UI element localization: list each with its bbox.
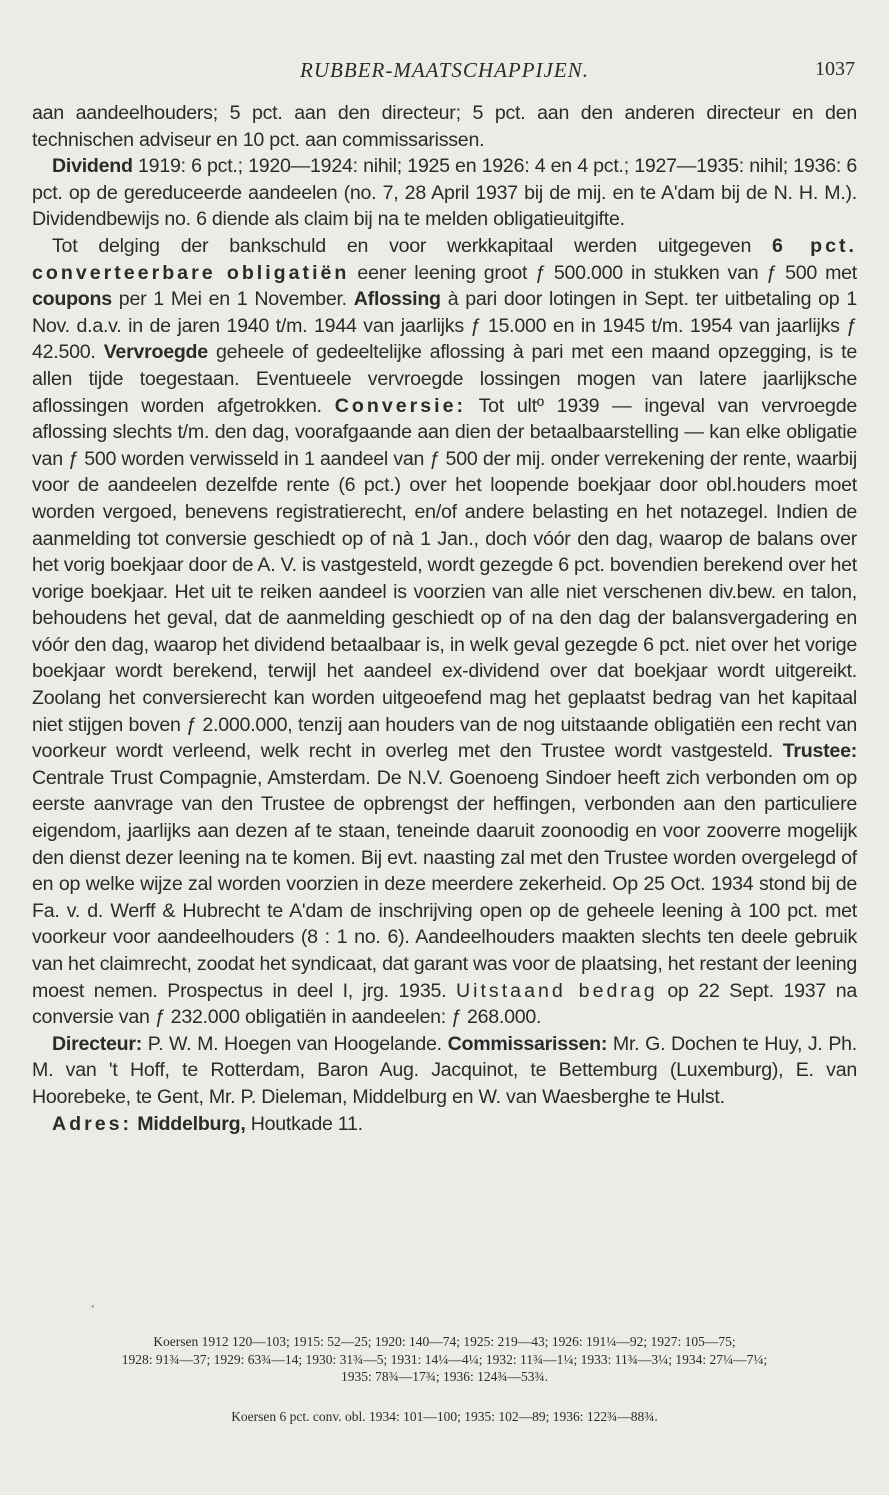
conversie-text: Tot ultº 1939 — ingeval van vervroegde aflossing slechts t/m. den dag, voorafgaande aan dien der betaalbaarstelling — kan elke obligatie van ƒ 500 worden verwisseld in 1 aandeel van ƒ 500 der mij. onder verrekening der rente, waarbij voor de aandeelen dezelfde rente (6 pct.) over het loopende boekjaar door obl.houders moet worden vergoed, benevens registratierecht, en/of andere belasting en het notazegel. Indien de aanmelding tot conversie geschiedt op of nà 1 Jan., doch vóór den dag, waarop de balans over het vorig boekjaar door de A. V. is vastgesteld, wordt gezegde 6 pct. bovendien berekend over het vorige boekjaar. Het uit te reiken aandeel is voorzien van alle niet verschenen div.bew. en talon, behoudens het geval, dat de aanmelding geschiedt op of na den dag der balansvergadering en vóór den dag, waarop het dividend betaalbaar is, in welk geval gezegde 6 pct. niet over het vorige boekjaar wordt berekend, terwijl het aandeel ex-dividend over dat boekjaar wordt uitgereikt. Zoolang het conversierecht kan worden uitgeoefend mag het geplaatst bedrag van het kapitaal niet stijgen boven ƒ 2.000.000, tenzij aan houders van de nog uitstaande obligatiën een recht van voorkeur wordt verleend, welk recht in overleg met den Trustee wordt vastgesteld. [32,394,857,763]
page-number: 1037 [815,58,855,80]
uitstaand-text: op 22 Sept. 1937 na conversie van ƒ 232.000 obligatiën in aandeelen: ƒ 268.000. [32,979,857,1029]
dividend-label: Dividend [52,155,133,178]
commissarissen-label: Commissarissen: [447,1032,608,1055]
paragraph-address [32,1111,857,1138]
koersen-conv-line: Koersen 6 pct. conv. obl. 1934: 101—100; 1935: 102—89; 1936: 122¾—88¾. [231,1409,658,1424]
vervroegde-text: geheele of gedeeltelijke aflossing à pari met een maand opzegging, is te allen tijde toegestaan. Eventueele vervroegde lossingen mogen van latere jaarlijksche aflossingen worden afgetrokken. [32,341,857,417]
conversie-label: Conversie: [334,394,467,417]
directeur-text: P. W. M. Hoegen van Hoogelande. [142,1032,448,1055]
profit-distribution-text: aan aandeelhouders; 5 pct. aan den directeur; 5 pct. aan den anderen directeur en den technischen adviseur en 10 pct. aan commissarissen. [32,102,857,151]
aflossing-text: à pari door lotingen in Sept. ter uitbetaling op 1 Nov. d.a.v. in de jaren 1940 t/m. 1944 van jaarlijks ƒ 15.000 en in 1945 t/m. 1954 van jaarlijks ƒ 42.500. [32,288,857,364]
trustee-label: Trustee: [782,740,857,763]
running-title: RUBBER-MAATSCHAPPIJEN. [300,58,589,82]
coupons-label: coupons [32,288,112,311]
commissarissen-text: Mr. G. Dochen te Huy, J. Ph. M. van 't Hoff, te Rotterdam, Baron Aug. Jacquinot, te Bettemburg (Luxemburg), E. van Hoorebeke, te Gent, Mr. P. Dieleman, Middelburg en W. van Waesberghe te Hulst. [32,1032,857,1108]
koersen-line-2: 1928: 91¾—37; 1929: 63¾—14; 1930: 31¾—5; 1931: 14¼—4¼; 1932: 11¾—1¼; 1933: 11¾—3¼; 1934: 27¼—7¼; [121,1351,768,1367]
body-text [32,100,857,1137]
paragraph-management [32,1031,857,1111]
bonds-title: 6 pct. converteerbare obligatiën [32,234,857,284]
directeur-label: Directeur: [52,1032,143,1055]
vervroegde-label: Vervroegde [103,341,208,364]
koersen-line-1: Koersen 1912 120—103; 1915: 52—25; 1920: 140—74; 1925: 219—43; 1926: 191¼—92; 1927: 105—75; [153,1334,736,1349]
bonds-amount: eener leening groot ƒ 500.000 in stukken van ƒ 500 met [349,261,857,284]
page-header [32,58,857,88]
aflossing-label: Aflossing [353,288,441,311]
coupons-text: per 1 Mei en 1 November. [111,288,354,311]
paragraph-profit-distribution [32,100,857,153]
trustee-text: Centrale Trust Compagnie, Amsterdam. De N.V. Goenoeng Sindoer heeft zich verbonden om op eerste aanvrage van den Trustee de opbrengst der heffingen, verbonden aan den particuliere eigendom, jaarlijks aan dezen af te staan, teneinde daaruit zoonoodig en voor zooverre mogelijk den dienst dezer leening na te komen. Bij evt. naasting zal met den Trustee worden overgelegd of en op welke wijze zal worden voorzien in deze meerdere zekerheid. Op 25 Oct. 1934 stond bij de Fa. v. d. Werff & Hubrecht te A'dam de inschrijving open op de geheele leening à 100 pct. met voorkeur voor aandeelhouders (8 : 1 no. 6). Aandeelhouders maakten slechts ten deele gebruik van het claimrecht, zoodat het syndicaat, dat garant was voor de plaatsing, het restant der leening moest nemen. Prospectus in deel I, jrg. 1935. [32,766,857,1002]
koersen-line-3: 1935: 78¾—17¾; 1936: 124¾—53¾. [340,1369,548,1384]
paragraph-dividend [32,153,857,233]
bonds-intro: Tot delging der bankschuld en voor werkkapitaal werden uitgegeven [52,234,773,257]
uitstaand-label: Uitstaand bedrag [455,979,658,1002]
paragraph-bonds [32,233,857,1031]
decorative-dot: • [91,1302,95,1313]
adres-street: Houtkade 11. [245,1112,363,1135]
adres-city: Middelburg, [132,1112,246,1135]
koersen-block [32,1333,857,1386]
koersen-conv-block [32,1408,857,1426]
adres-label: Adres: [52,1112,133,1135]
dividend-text: 1919: 6 pct.; 1920—1924: nihil; 1925 en 1926: 4 en 4 pct.; 1927—1935: nihil; 1936: 6 pct. op de gereduceerde aandeelen (no. 7, 28 April 1937 bij de mij. en te A'dam bij de N. H. M.). Dividendbewijs no. 6 diende als claim bij na te melden obligatieuitgifte. [32,155,857,231]
